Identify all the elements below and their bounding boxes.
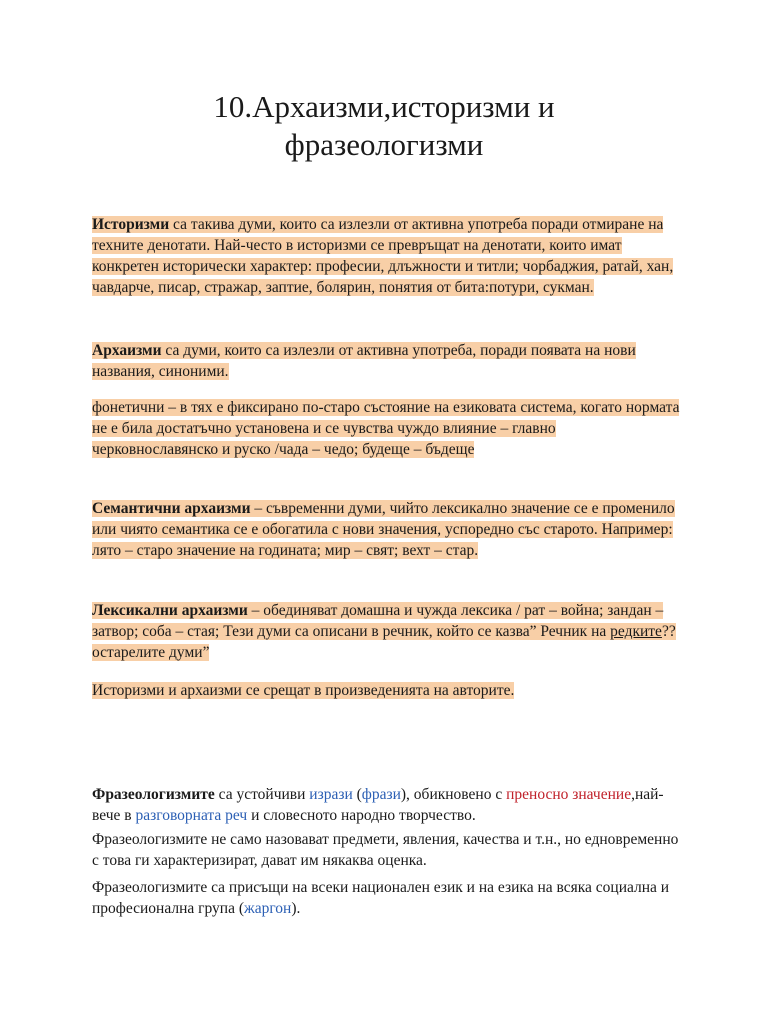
page-title	[0, 88, 768, 164]
term-phraseology: Фразеологизмите	[92, 786, 215, 803]
phraseology3-text-a: Фразеологизмите са присъщи на всеки национален език и на езика на всяка социална и професионална група (	[92, 879, 670, 917]
term-historisms: Историзми	[92, 216, 170, 233]
term-lexical: Лексикални архаизми	[92, 602, 248, 619]
paragraph-historisms	[92, 214, 682, 298]
phraseology3-text-b: ).	[291, 900, 301, 917]
lexical-text-b: ??остарелите думи”	[92, 623, 676, 661]
link-frazi[interactable]: фрази	[361, 786, 401, 803]
term-semantic: Семантични архаизми	[92, 500, 251, 517]
archaisms-text: са думи, които са излезли от активна употреба, поради появата на нови названия, синоними.	[92, 342, 636, 380]
paragraph-lexical	[92, 600, 682, 663]
phraseology-t4: ,най-вече в	[92, 786, 664, 824]
phonetic-text: фонетични – в тях е фиксирано по-старо състояние на езиковата система, когато нормата не е била достатъчно установена и се чувства чуждо влияние – главно черковнославянско и руско /чада – чедо; будеще – бъдеще	[92, 399, 680, 458]
paragraph-phraseology-3	[92, 877, 682, 919]
phraseology-t5: и словесното народно творчество.	[247, 807, 476, 824]
link-razgovorna-rech[interactable]: разговорната реч	[135, 807, 248, 824]
term-archaisms: Архаизми	[92, 342, 162, 359]
lexical-underlined: редките	[610, 623, 662, 640]
phraseology-t1: са устойчиви	[214, 786, 310, 803]
paragraph-semantic	[92, 498, 682, 561]
link-zhargon[interactable]: жаргон	[244, 900, 292, 917]
phraseology-t2: (	[352, 786, 362, 803]
title-line-2: фразеологизми	[284, 127, 484, 162]
paragraph-phonetic	[92, 397, 682, 460]
phraseology-t3: ), обикновено с	[400, 786, 507, 803]
lexical-text-a: – обединяват домашна и чужда лексика / рат – война; зандан – затвор; соба – стая; Тези думи са описани в речник, който се казва” Речник на	[92, 602, 664, 640]
note-text: Историзми и архаизми се срещат в произведенията на авторите.	[92, 682, 515, 699]
title-line-1: 10.Архаизми,историзми и	[213, 89, 555, 124]
paragraph-phraseology	[92, 784, 682, 826]
link-izrazi[interactable]: изрази	[309, 786, 353, 803]
paragraph-phraseology-2: Фразеологизмите не само назовават предмети, явления, качества и т.н., но едновременно с това ги характеризират, дават им някаква оценка.	[92, 831, 679, 869]
historisms-text: са такива думи, които са излезли от активна употреба поради отмиране на техните денотати. Най-често в историзми се превръщат на денотати, които имат конкретен исторически характер: професии, длъжности и титли; чорбаджия, ратай, хан, чавдарче, писар, стражар, заптие, болярин, понятия от бита:потури, сукман.	[92, 216, 674, 296]
semantic-text: – съвременни думи, чийто лексикално значение се е променило или чиято семантика се е обогатила с нови значения, успоредно със старото. Например: лято – старо значение на годината; мир – свят; вехт – стар.	[92, 500, 675, 559]
link-prenosno-znachenie[interactable]: преносно значение	[506, 786, 632, 803]
paragraph-note	[92, 680, 682, 701]
paragraph-archaisms	[92, 340, 682, 382]
